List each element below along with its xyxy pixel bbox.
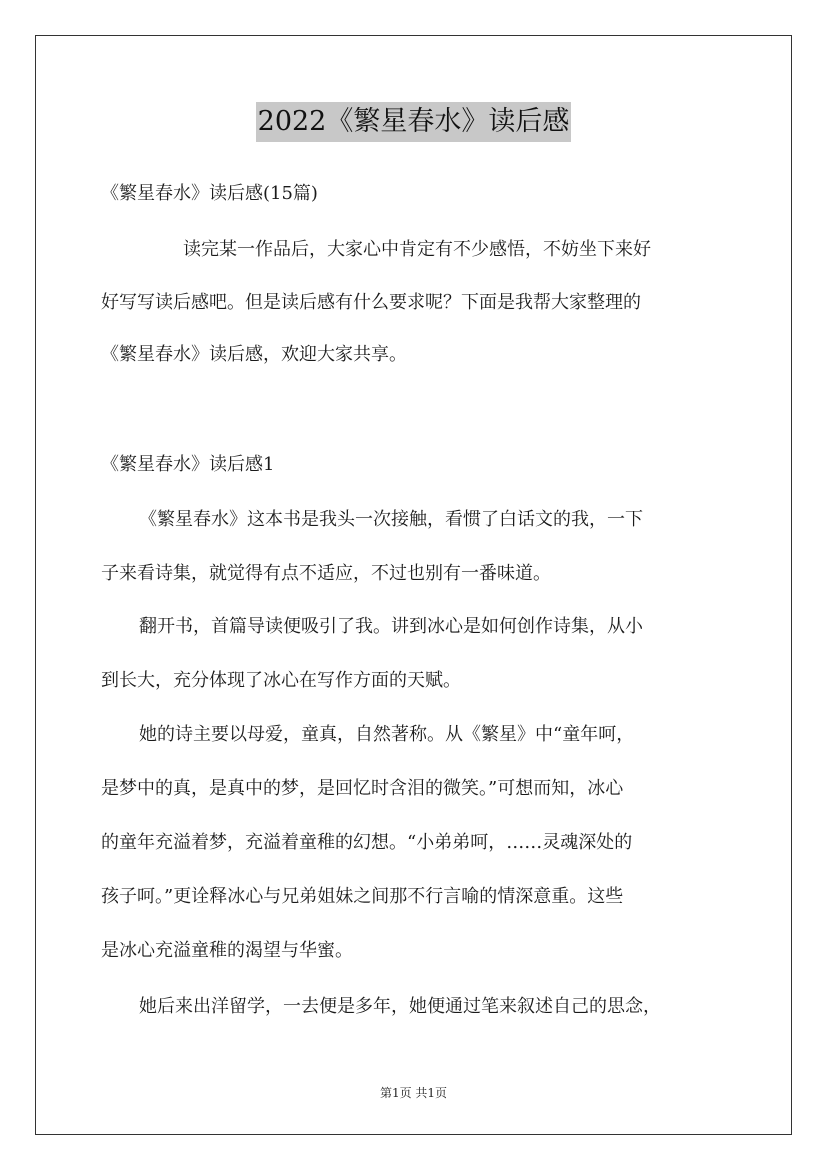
section-heading: 《繁星春水》读后感1 — [101, 454, 275, 475]
body-line-3: 翻开书，首篇导读便吸引了我。讲到冰心是如何创作诗集，从小 — [139, 616, 643, 637]
body-line-4: 到长大，充分体现了冰心在写作方面的天赋。 — [101, 670, 461, 691]
body-line-6: 是梦中的真，是真中的梦，是回忆时含泪的微笑。”可想而知，冰心 — [101, 778, 624, 799]
intro-line-1: 读完某一作品后，大家心中肯定有不少感悟，不妨坐下来好 — [183, 239, 651, 260]
body-line-5: 她的诗主要以母爱，童真，自然著称。从《繁星》中“童年呵， — [139, 724, 635, 745]
body-line-8: 孩子呵。”更诠释冰心与兄弟姐妹之间那不行言喻的情深意重。这些 — [101, 886, 624, 907]
title-container — [0, 102, 827, 142]
body-line-7: 的童年充溢着梦，充溢着童稚的幻想。“小弟弟呵，……灵魂深处的 — [101, 832, 633, 853]
document-title: 2022《繁星春水》读后感 — [256, 102, 572, 142]
intro-line-2: 好写写读后感吧。但是读后感有什么要求呢？下面是我帮大家整理的 — [101, 292, 641, 313]
body-line-9: 是冰心充溢童稚的渴望与华蜜。 — [101, 940, 353, 961]
body-line-1: 《繁星春水》这本书是我头一次接触，看惯了白话文的我，一下 — [139, 509, 643, 530]
page-number-footer: 第1页 共1页 — [379, 1086, 448, 1100]
intro-line-3: 《繁星春水》读后感，欢迎大家共享。 — [101, 344, 407, 365]
body-line-2: 子来看诗集，就觉得有点不适应，不过也别有一番味道。 — [101, 563, 551, 584]
body-line-10: 她后来出洋留学，一去便是多年，她便通过笔来叙述自己的思念， — [139, 996, 661, 1017]
subtitle: 《繁星春水》读后感(15篇) — [101, 183, 318, 204]
